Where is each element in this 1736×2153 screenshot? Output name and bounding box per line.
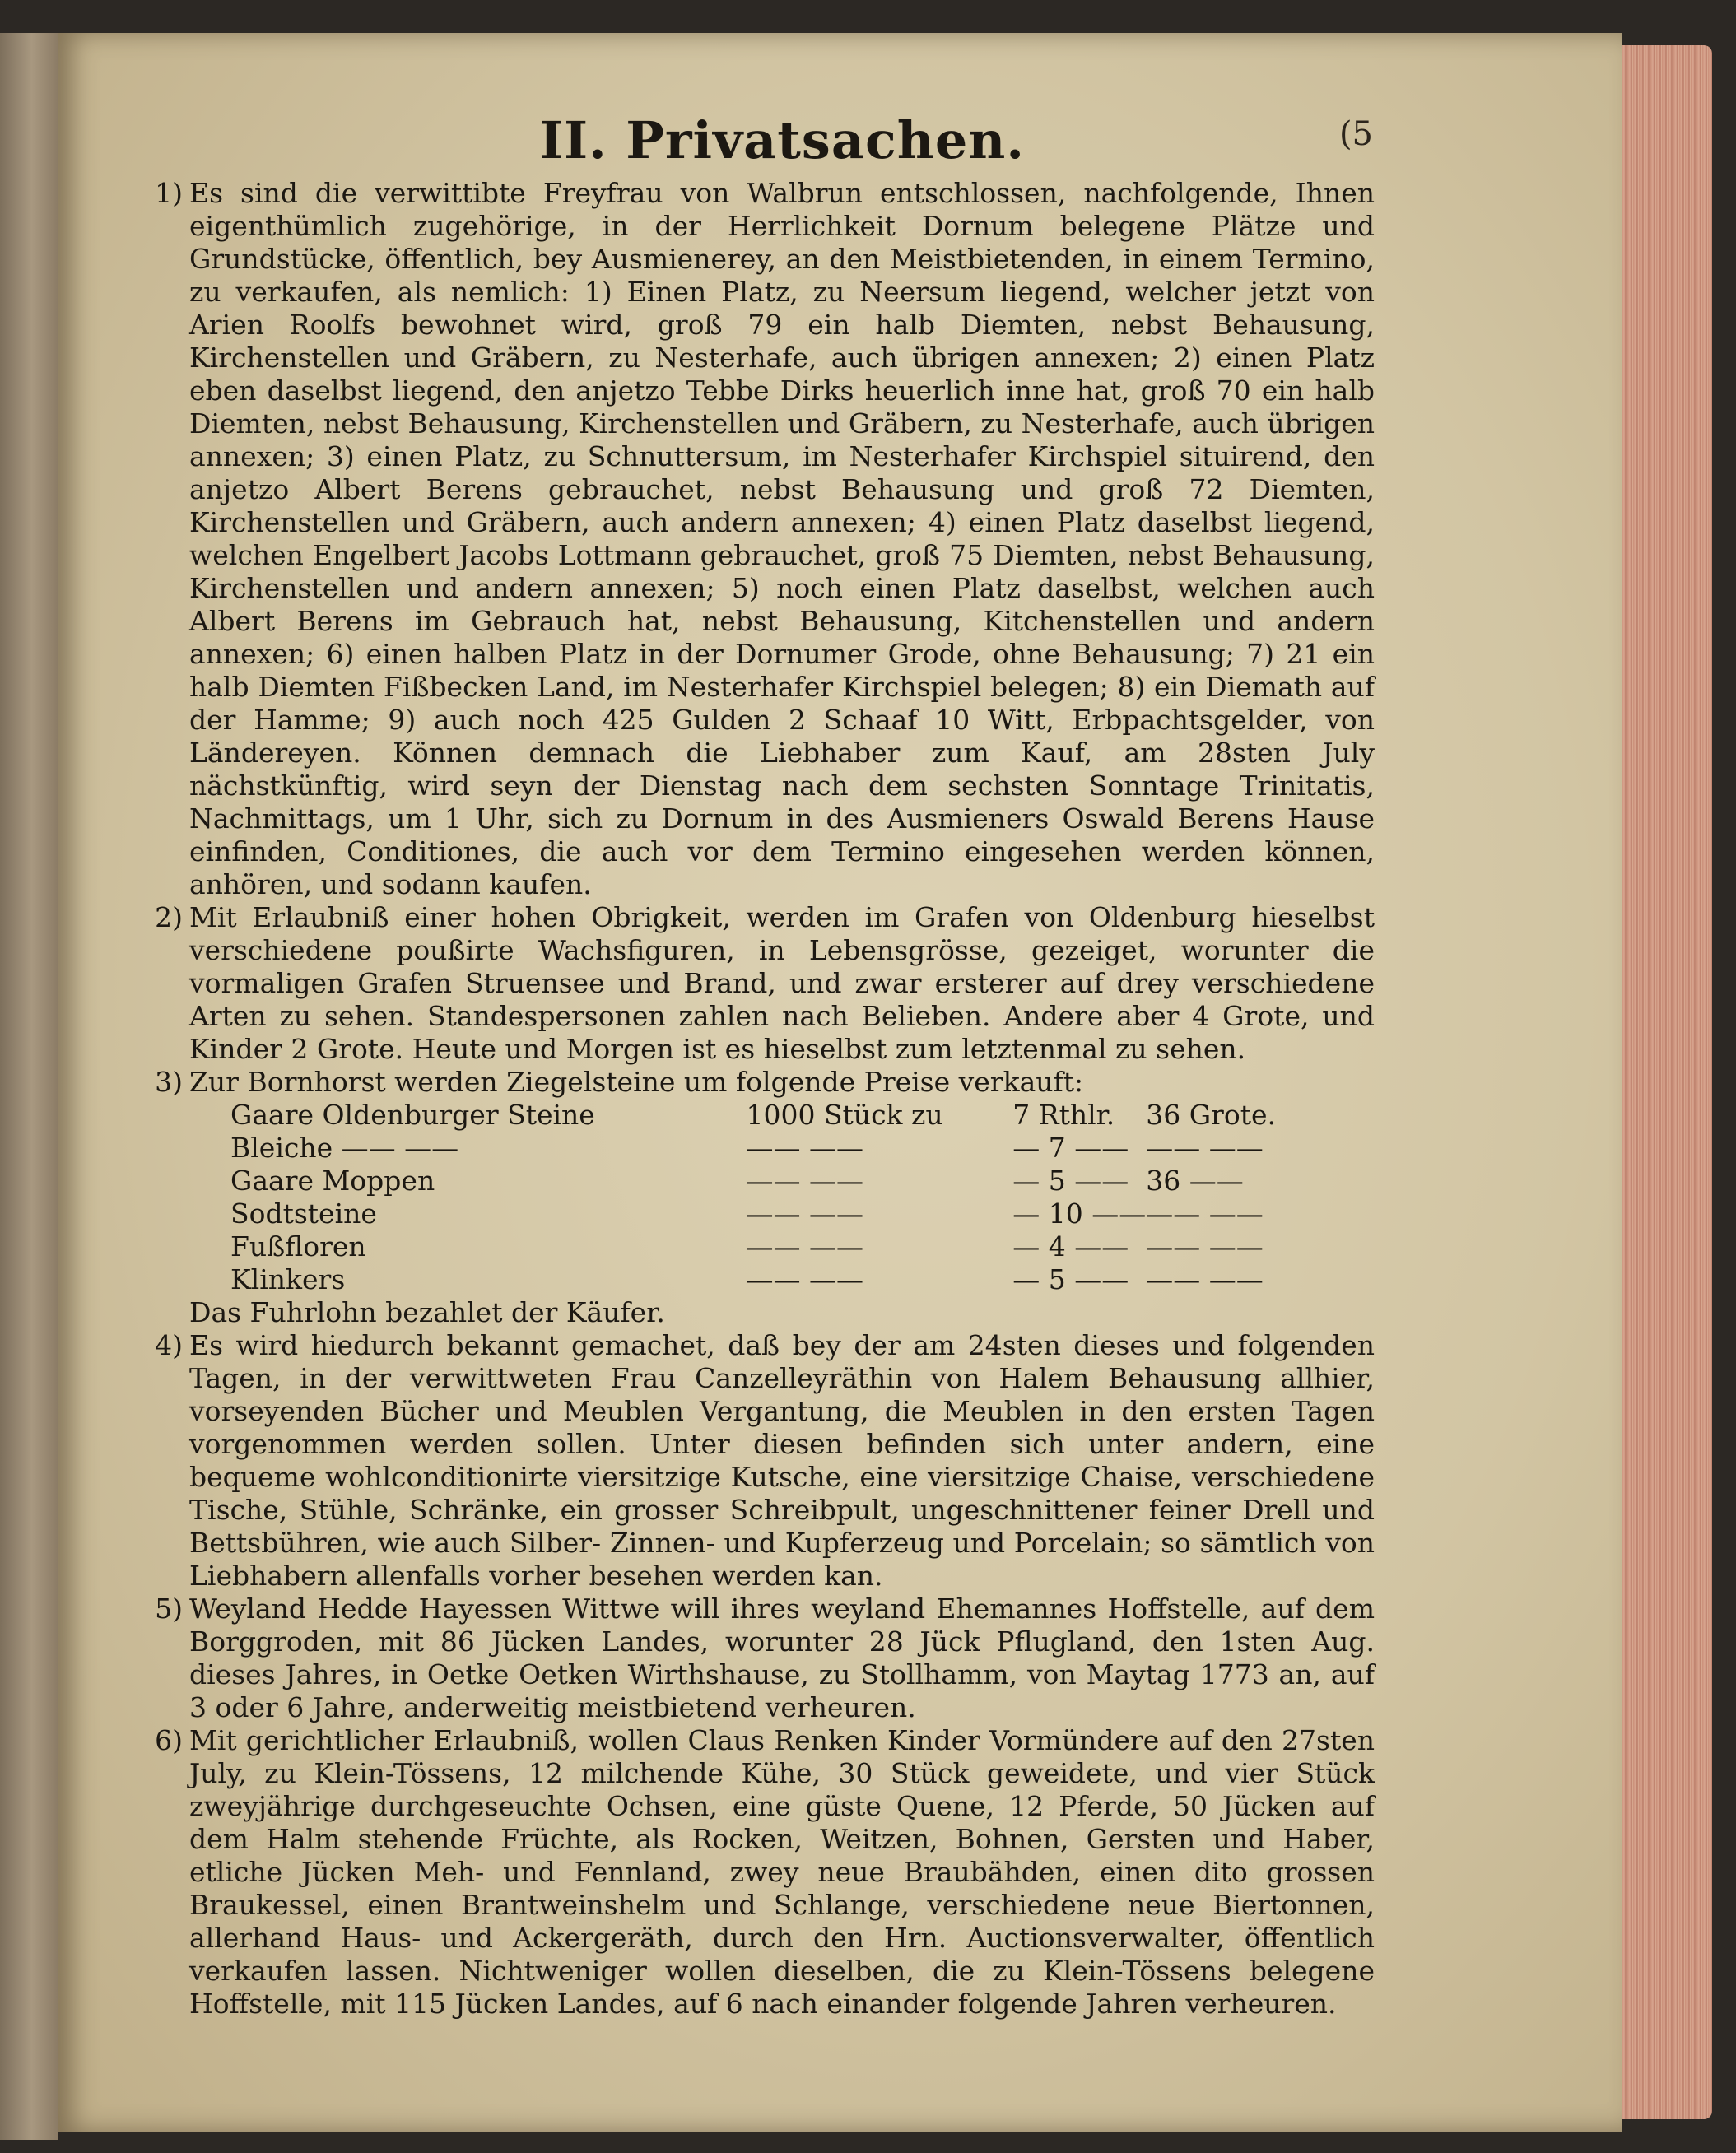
- price-grote: —— ——: [1146, 1132, 1264, 1164]
- price-grote: —— ——: [1146, 1263, 1264, 1295]
- entry-6: [155, 1724, 1375, 2020]
- page-stack-edge: [1622, 45, 1712, 2119]
- left-page-edge: [0, 33, 58, 2140]
- entry-text: Mit Erlaubniß einer hohen Obrigkeit, werden im Grafen von Oldenburg hieselbst verschiedene poußirte Wachsfiguren, in Lebensgrösse, gezeiget, worunter die vormaligen Grafen Struensee und Brand, und zwar ersterer auf drey verschiedene Arten zu sehen. Standespersonen zahlen nach Belieben. Andere aber 4 Grote, und Kinder 2 Grote. Heute und Morgen ist es hieselbst zum letztenmal zu sehen.: [189, 901, 1375, 1065]
- entry-number: 4): [155, 1329, 183, 1361]
- entry-3: [155, 1066, 1375, 1329]
- price-qty: —— ——: [746, 1263, 863, 1295]
- price-rthlr: — 10 ——: [1012, 1197, 1147, 1230]
- price-grote: 36 Grote.: [1146, 1099, 1276, 1131]
- price-grote: 36 ——: [1146, 1165, 1244, 1197]
- table-row: [230, 1197, 1276, 1230]
- entry-4: [155, 1329, 1375, 1593]
- price-item: Sodtsteine: [230, 1197, 377, 1230]
- entry-number: 5): [155, 1593, 183, 1625]
- price-grote: —— ——: [1146, 1197, 1264, 1230]
- price-rthlr: 7 Rthlr.: [1012, 1099, 1115, 1131]
- price-qty: —— ——: [746, 1132, 863, 1164]
- price-item: Gaare Moppen: [230, 1165, 435, 1197]
- entry-1: [155, 177, 1375, 901]
- price-item: Fußfloren: [230, 1230, 366, 1263]
- price-qty: 1000 Stück zu: [746, 1099, 943, 1131]
- page-heading: II. Privatsachen.: [539, 110, 1025, 170]
- price-rthlr: — 5 ——: [1012, 1263, 1129, 1295]
- entry-note: Das Fuhrlohn bezahlet der Käufer.: [189, 1296, 665, 1328]
- entry-text: Mit gerichtlicher Erlaubniß, wollen Claus Renken Kinder Vormündere auf den 27sten July, zu Klein-Tössens, 12 milchende Kühe, 30 Stück geweidete, und vier Stück zweyjährige durchgeseuchte Ochsen, eine güste Quene, 12 Pferde, 50 Jücken auf dem Halm stehende Früchte, als Rocken, Weitzen, Bohnen, Gersten und Haber, etliche Jücken Meh- und Fennland, zwey neue Braubähden, einen dito grossen Braukessel, einen Brantweinshelm und Schlange, verschiedene neue Biertonnen, allerhand Haus- und Ackergeräth, durch den Hrn. Auctionsverwalter, öffentlich verkaufen lassen. Nichtweniger wollen dieselben, die zu Klein-Tössens belegene Hoffstelle, mit 115 Jücken Landes, auf 6 nach einander folgende Jahren verheuren.: [189, 1724, 1375, 2020]
- entry-text: Zur Bornhorst werden Ziegelsteine um folgende Preise verkauft:: [189, 1066, 1084, 1098]
- entry-number: 1): [155, 177, 183, 209]
- entry-text: Weyland Hedde Hayessen Wittwe will ihres weyland Ehemannes Hoffstelle, auf dem Borggroden, mit 86 Jücken Landes, worunter 28 Jück Pflugland, den 1sten Aug. dieses Jahres, in Oetke Oetken Wirthshause, zu Stollhamm, von Maytag 1773 an, auf 3 oder 6 Jahre, anderweitig meistbietend verheuren.: [189, 1593, 1375, 1723]
- table-row: [230, 1132, 1276, 1165]
- page-number: (5: [1338, 115, 1373, 153]
- page-content: [155, 110, 1375, 2020]
- price-qty: —— ——: [746, 1197, 863, 1230]
- entry-number: 3): [155, 1066, 183, 1098]
- entry-5: [155, 1593, 1375, 1724]
- table-row: [230, 1165, 1276, 1197]
- entry-number: 6): [155, 1724, 183, 1756]
- price-item: Bleiche —— ——: [230, 1132, 459, 1164]
- price-item: Gaare Oldenburger Steine: [230, 1099, 595, 1131]
- price-item: Klinkers: [230, 1263, 346, 1295]
- entry-2: [155, 901, 1375, 1066]
- table-row: [230, 1099, 1276, 1132]
- price-qty: —— ——: [746, 1165, 863, 1197]
- price-rthlr: — 7 ——: [1012, 1132, 1129, 1164]
- price-grote: —— ——: [1146, 1230, 1264, 1263]
- entry-text: Es wird hiedurch bekannt gemachet, daß bey der am 24sten dieses und folgenden Tagen, in der verwittweten Frau Canzelleyräthin von Halem Behausung allhier, vorseyenden Bücher und Meublen Vergantung, die Meublen in den ersten Tagen vorgenommen werden sollen. Unter diesen befinden sich unter andern, eine bequeme wohlconditionirte viersitzige Kutsche, eine viersitzige Chaise, verschiedene Tische, Stühle, Schränke, ein grosser Schreibpult, ungeschnittener feiner Drell und Bettsbühren, wie auch Silber- Zinnen- und Kupferzeug und Porcelain; so sämtlich von Liebhabern allenfalls vorher besehen werden kan.: [189, 1329, 1375, 1592]
- price-rthlr: — 5 ——: [1012, 1165, 1129, 1197]
- price-table: [230, 1099, 1276, 1296]
- entry-number: 2): [155, 901, 183, 933]
- price-rthlr: — 4 ——: [1012, 1230, 1129, 1263]
- table-row: [230, 1263, 1276, 1296]
- table-row: [230, 1230, 1276, 1263]
- entry-text: Es sind die verwittibte Freyfrau von Walbrun entschlossen, nachfolgende, Ihnen eigenthümlich zugehörige, in der Herrlichkeit Dornum belegene Plätze und Grundstücke, öffentlich, bey Ausmienerey, an den Meistbietenden, in einem Termino, zu verkaufen, als nemlich: 1) Einen Platz, zu Neersum liegend, welcher jetzt von Arien Roolfs bewohnet wird, groß 79 ein halb Diemten, nebst Behausung, Kirchenstellen und Gräbern, zu Nesterhafe, auch übrigen annexen; 2) einen Platz eben daselbst liegend, den anjetzo Tebbe Dirks heuerlich inne hat, groß 70 ein halb Diemten, nebst Behausung, Kirchenstellen und Gräbern, zu Nesterhafe, auch übrigen annexen; 3) einen Platz, zu Schnuttersum, im Nesterhafer Kirchspiel situirend, den anjetzo Albert Berens gebrauchet, nebst Behausung und groß 72 Diemten, Kirchenstellen und Gräbern, auch andern annexen; 4) einen Platz daselbst liegend, welchen Engelbert Jacobs Lottmann gebrauchet, groß 75 Diemten, nebst Behausung, Kirchenstellen und andern annexen; 5) noch einen Platz daselbst, welchen auch Albert Berens im Gebrauch hat, nebst Behausung, Kitchenstellen und andern annexen; 6) einen halben Platz in der Dornumer Grode, ohne Behausung; 7) 21 ein halb Diemten Fißbecken Land, im Nesterhafer Kirchspiel belegen; 8) ein Diemath auf der Hamme; 9) auch noch 425 Gulden 2 Schaaf 10 Witt, Erbpachtsgelder, von Ländereyen. Können demnach die Liebhaber zum Kauf, am 28sten July nächstkünftig, wird seyn der Dienstag nach dem sechsten Sonntage Trinitatis, Nachmittags, um 1 Uhr, sich zu Dornum in des Ausmieners Oswald Berens Hause einfinden, Conditiones, die auch vor dem Termino eingesehen werden können, anhören, und sodann kaufen.: [189, 177, 1375, 900]
- price-qty: —— ——: [746, 1230, 863, 1263]
